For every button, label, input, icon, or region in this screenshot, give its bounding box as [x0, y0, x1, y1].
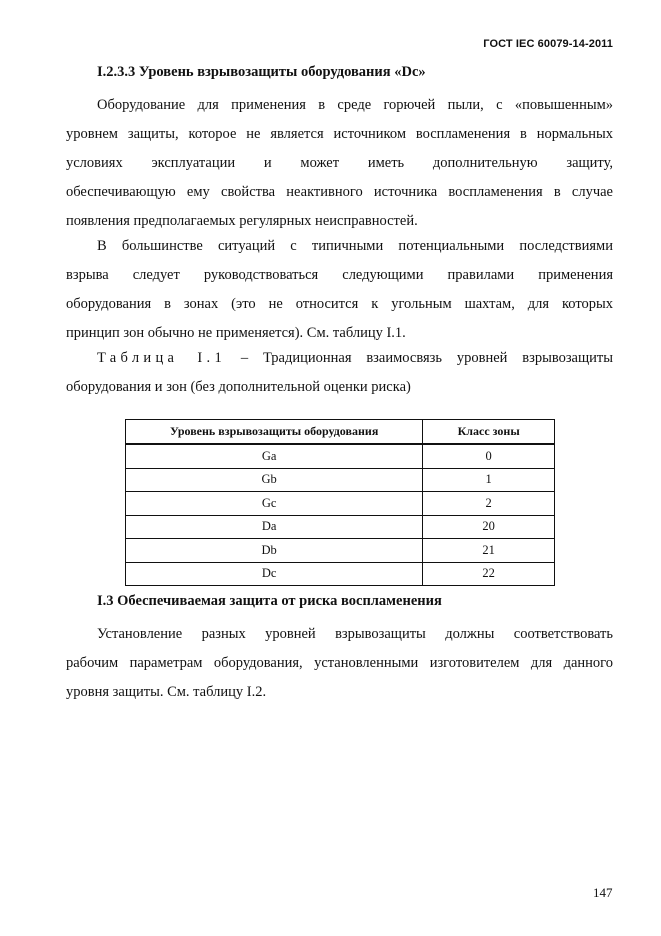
cell-zone: 0 — [423, 444, 555, 468]
zones-table — [125, 419, 555, 586]
text-line: рабочим параметрам оборудования, установленными изготовителем для данного — [66, 655, 613, 671]
column-header-zone: Класс зоны — [423, 420, 555, 445]
section-heading-i3: I.3 Обеспечиваемая защита от риска воспламенения — [97, 593, 442, 609]
document-code-header: ГОСТ IEC 60079-14-2011 — [483, 38, 613, 50]
caption-title: – Традиционная взаимосвязь уровней взрывозащиты — [240, 350, 613, 366]
text-line: уровнем защиты, которое не является источником воспламенения в нормальных — [66, 126, 613, 142]
text-line: уровня защиты. См. таблицу I.2. — [66, 684, 267, 700]
i3-paragraph — [66, 620, 613, 707]
text-line: взрыва следует руководствоваться следующими правилами применения — [66, 267, 613, 283]
cell-level: Gb — [126, 468, 423, 492]
cell-zone: 20 — [423, 515, 555, 539]
text-line: обеспечивающую ему свойства неактивного источника воспламенения в случае — [66, 184, 613, 200]
cell-zone: 22 — [423, 562, 555, 586]
table-row — [126, 492, 555, 516]
text-line: Установление разных уровней взрывозащиты должны соответствовать — [97, 626, 613, 642]
cell-level: Dc — [126, 562, 423, 586]
cell-level: Da — [126, 515, 423, 539]
dc-paragraph — [66, 91, 613, 236]
text-line: условиях эксплуатации и может иметь дополнительную защиту, — [66, 155, 613, 171]
page-number: 147 — [593, 885, 613, 900]
table-caption — [66, 344, 613, 402]
rules-paragraph — [66, 232, 613, 348]
caption-line: оборудования и зон (без дополнительной оценки риска) — [66, 379, 411, 395]
cell-level: Gc — [126, 492, 423, 516]
table-header-row — [126, 420, 555, 445]
caption-line — [66, 344, 613, 373]
cell-zone: 1 — [423, 468, 555, 492]
table-row — [126, 515, 555, 539]
table-row — [126, 539, 555, 563]
text-line: В большинстве ситуаций с типичными потенциальными последствиями — [97, 238, 613, 254]
cell-level: Ga — [126, 444, 423, 468]
column-header-level: Уровень взрывозащиты оборудования — [126, 420, 423, 445]
section-heading-dc: I.2.3.3 Уровень взрывозащиты оборудования «Dc» — [97, 64, 426, 80]
text-line: принцип зон обычно не применяется). См. таблицу I.1. — [66, 325, 406, 341]
text-line: оборудования в зонах (это не относится к угольным шахтам, для которых — [66, 296, 613, 312]
table-row — [126, 444, 555, 468]
text-line: появления предполагаемых регулярных неисправностей. — [66, 213, 418, 229]
cell-zone: 2 — [423, 492, 555, 516]
text-line: Оборудование для применения в среде горючей пыли, с «повышенным» — [97, 97, 613, 113]
table-row — [126, 562, 555, 586]
cell-zone: 21 — [423, 539, 555, 563]
cell-level: Db — [126, 539, 423, 563]
table-row — [126, 468, 555, 492]
caption-label: Таблица I.1 — [97, 350, 226, 366]
